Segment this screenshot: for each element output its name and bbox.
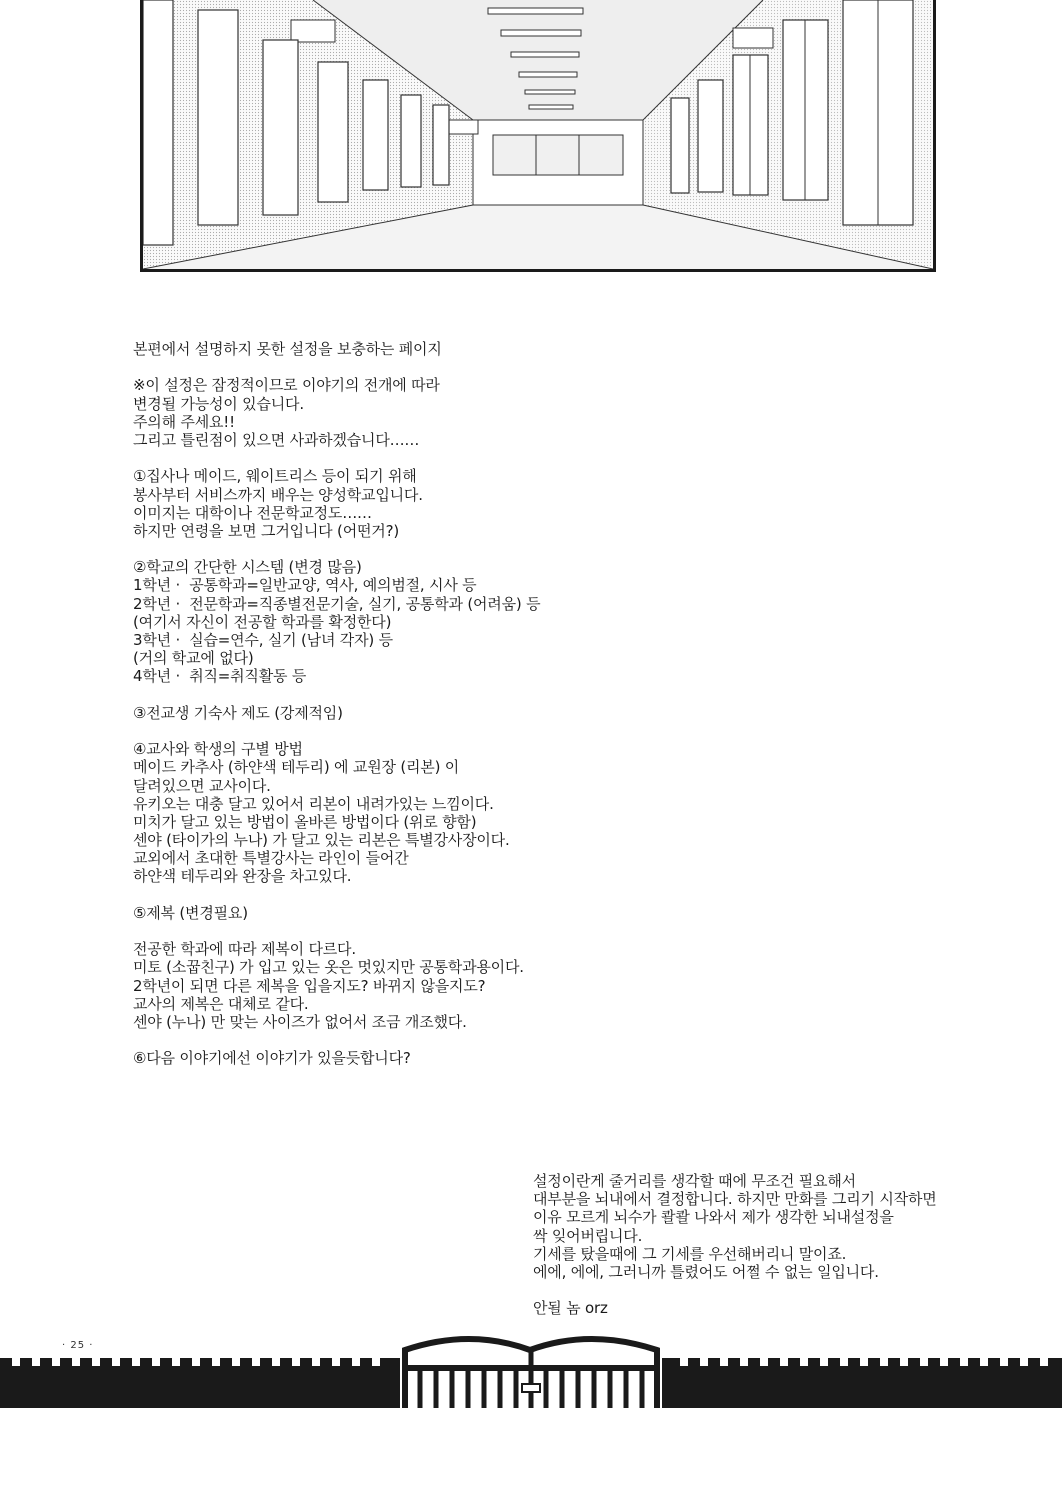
- text-line: 센야 (타이가의 누나) 가 달고 있는 리본은 특별강사장이다.: [133, 831, 510, 850]
- school-gate-border-icon: [0, 1328, 1062, 1408]
- text-line: ⑤제복 (변경필요): [133, 903, 248, 922]
- text-line: 그리고 틀린점이 있으면 사과하겠습니다……: [133, 430, 420, 449]
- blank-line: [133, 922, 693, 940]
- text-line: 주의해 주세요!!: [133, 412, 235, 431]
- blank-line: [133, 540, 693, 558]
- text-line: 이미지는 대학이나 전문학교정도……: [133, 503, 372, 522]
- text-line: 안될 놈 orz: [533, 1299, 608, 1318]
- blank-line: [133, 686, 693, 704]
- blank-line: [533, 1281, 1033, 1299]
- text-line: 싹 잊어버립니다.: [533, 1226, 643, 1245]
- text-line: 3학년 · 실습=연수, 실기 (남녀 각자) 등: [133, 631, 393, 649]
- text-line: 2학년이 되면 다른 제복을 입을지도? 바뀌지 않을지도?: [133, 976, 486, 995]
- text-line: 미치가 달고 있는 방법이 올바른 방법이다 (위로 향함): [133, 812, 477, 831]
- text-line: ①집사나 메이드, 웨이트리스 등이 되기 위해: [133, 467, 417, 486]
- blank-line: [133, 1031, 693, 1049]
- text-line: ③전교생 기숙사 제도 (강제적임): [133, 703, 343, 722]
- text-line: 하얀색 테두리와 완장을 차고있다.: [133, 867, 352, 886]
- text-line: 기세를 탔을때에 그 기세를 우선해버리니 말이죠.: [533, 1244, 847, 1263]
- blank-line: [133, 722, 693, 740]
- text-line: 봉사부터 서비스까지 배우는 양성학교입니다.: [133, 485, 423, 504]
- text-line: 달려있으면 교사이다.: [133, 776, 271, 795]
- text-line: ⑥다음 이야기에선 이야기가 있을듯합니다?: [133, 1049, 411, 1068]
- text-line: 1학년 · 공통학과=일반교양, 역사, 예의범절, 시사 등: [133, 576, 477, 595]
- text-line: 교사의 제복은 대체로 같다.: [133, 994, 309, 1013]
- text-line: 교외에서 초대한 특별강사는 라인이 들어간: [133, 849, 409, 868]
- text-line: 메이드 카추사 (하얀색 테두리) 에 교원장 (리본) 이: [133, 758, 460, 777]
- text-line: 설정이란게 줄거리를 생각할 때에 무조건 필요해서: [533, 1172, 856, 1190]
- text-line: 전공한 학과에 따라 제복이 다르다.: [133, 940, 356, 959]
- text-line: 유키오는 대충 달고 있어서 리본이 내려가있는 느낌이다.: [133, 794, 494, 813]
- text-line: 이유 모르게 뇌수가 콸콸 나와서 제가 생각한 뇌내설정을: [533, 1208, 894, 1227]
- text-line: 본편에서 설명하지 못한 설정을 보충하는 페이지: [133, 340, 442, 358]
- text-line: 2학년 · 전문학과=직종별전문기술, 실기, 공통학과 (어려움) 등: [133, 594, 541, 613]
- school-hallway-illustration: [143, 0, 933, 269]
- hallway-illustration: [140, 0, 936, 272]
- settings-notes: [133, 340, 693, 1068]
- text-line: (여기서 자신이 전공할 학과를 확정한다): [133, 612, 392, 631]
- text-line: 하지만 연령을 보면 그거입니다 (어떤거?): [133, 521, 399, 540]
- text-line: 변경될 가능성이 있습니다.: [133, 394, 304, 413]
- text-line: 에에, 에에, 그러니까 틀렸어도 어쩔 수 없는 일입니다.: [533, 1262, 879, 1281]
- blank-line: [133, 358, 693, 376]
- blank-line: [133, 449, 693, 467]
- text-line: ④교사와 학생의 구별 방법: [133, 740, 303, 759]
- text-line: ②학교의 간단한 시스템 (변경 많음): [133, 558, 362, 577]
- text-line: 대부분을 뇌내에서 결정합니다. 하지만 만화를 그리기 시작하면: [533, 1190, 937, 1209]
- text-line: (거의 학교에 없다): [133, 649, 254, 668]
- page-number: · 25 ·: [62, 1340, 94, 1351]
- afterword-notes: [533, 1172, 1033, 1318]
- text-line: 센야 (누나) 만 맞는 사이즈가 없어서 조금 개조했다.: [133, 1012, 467, 1031]
- text-line: ※이 설정은 잠정적이므로 이야기의 전개에 따라: [133, 376, 440, 395]
- text-line: 미토 (소꿉친구) 가 입고 있는 옷은 멋있지만 공통학과용이다.: [133, 958, 524, 977]
- text-line: 4학년 · 취직=취직활동 등: [133, 667, 307, 686]
- blank-line: [133, 886, 693, 904]
